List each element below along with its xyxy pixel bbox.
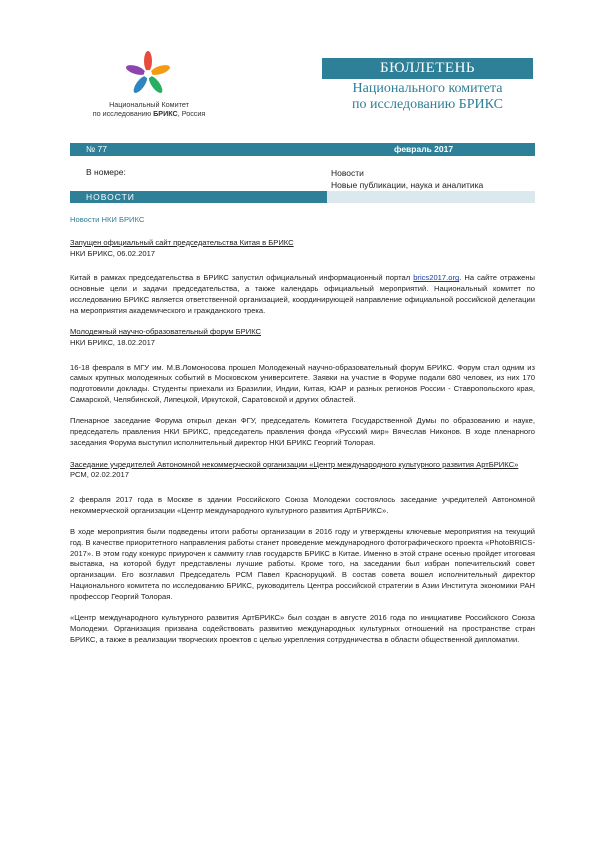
org-name-line2: по исследованию БРИКС, Россия <box>92 109 206 118</box>
article-meta: РСМ, 02.02.2017 <box>70 470 129 480</box>
brics-star-logo-icon <box>118 50 178 98</box>
org-name-line1: Национальный Комитет <box>109 100 189 109</box>
article-text: В ходе мероприятия были подведены итоги работы организации в 2016 году и утверждены ключевые мероприятия на текущий год. В качестве приоритетного направления работы станет проведение международного фотографического проекта «PhotoBRICS-2017». В этом году конкурс приурочен к саммиту глав государств БРИКС в Китае. Именно в этой стране осенью пройдет итоговая выставка, на которой будут представлены лучшие работы. Кроме того, на заседании был избран попечительский совет организации. Его возглавил Председатель РСМ Павел Красноруцкий. В состав совета вошел исполнительный директор Национального комитета по исследованию БРИКС, руководитель Центра российской стратегии в Азии Института экономики РАН профессор Георгий Толорая. <box>70 527 535 601</box>
articles <box>70 238 535 656</box>
contents-item-news[interactable]: Новости <box>331 168 364 178</box>
article-text: 16-18 февраля в МГУ им. М.В.Ломоносова прошел Молодежный научно-образовательный форум БРИКС. Форум стал одним из самых крупных молодежных событий в Московском университете. Заявки на участие в Форуме подали 680 человек, из них 170 подготовили доклады. Студенты приехали из Бразилии, Индии, Китая, ЮАР и разных регионов России - Ставропольского края, Самарской, Челябинской, Липецкой, Иркутской, Саратовской и других областей. <box>70 362 535 404</box>
news-bar-extension <box>327 191 535 203</box>
article-meta: НКИ БРИКС, 18.02.2017 <box>70 337 156 347</box>
organization-name <box>74 100 224 118</box>
bulletin-subtitle <box>322 81 533 113</box>
issue-bar <box>70 143 535 156</box>
portal-link[interactable]: brics2017.org <box>413 273 460 283</box>
issue-date: февраль 2017 <box>394 144 454 154</box>
article-china-website <box>70 238 535 316</box>
news-section-bar <box>70 191 327 203</box>
article-text: 2 февраля 2017 года в Москве в здании Российского Союза Молодежи состоялось заседание учредителей Автономной некоммерческой организации «Центр международного культурного развития АртБРИКС». <box>70 494 535 515</box>
article-meta: НКИ БРИКС, 06.02.2017 <box>70 248 156 258</box>
article-text: Пленарное заседание Форума открыл декан ФГУ, председатель Комитета Государственной Думы по образованию и науке, председатель правления НКИ БРИКС, председатель правления фонда «Русский мир» Вячеслав Никонов. В ходе пленарного заседания Форума выступил исполнительный директор НКИ БРИКС Георгий Толорая. <box>70 416 535 447</box>
contents-list <box>331 167 483 191</box>
contents-label: В номере: <box>86 167 126 177</box>
section-title: Новости НКИ БРИКС <box>70 215 145 224</box>
bulletin-title: БЮЛЛЕТЕНЬ <box>322 58 533 79</box>
article-headline[interactable]: Молодежный научно-образовательный форум БРИКС <box>70 327 262 337</box>
issue-number: № 77 <box>86 144 107 154</box>
article-headline[interactable]: Заседание учредителей Автономной некоммерческой организации «Центр международного культурного развития АртБРИКС» <box>70 459 519 469</box>
article-artbrics <box>70 460 535 646</box>
contents-item-publications[interactable]: Новые публикации, наука и аналитика <box>331 180 484 190</box>
article-text: «Центр международного культурного развития АртБРИКС» был создан в августе 2016 года по инициативе Российского Союза Молодежи. Организация призвана содействовать развитию международных культурных отношений на пространстве стран БРИКС, а также в реализации творческих проектов с целью укрепления сотрудничества в области общественной дипломатии. <box>70 613 535 644</box>
subtitle-line2: по исследованию БРИКС <box>352 97 503 112</box>
article-text: Китай в рамках председательства в БРИКС запустил официальный информационный портал brics2017.org. На сайте отражены основные цели и задачи председательства, а также календарь официальный мероприятий. Национальный комитет по исследованию БРИКС является ответственной организацией, координирующей направление официальной российской делегации на мероприятия академического и гражданского трека. <box>70 273 535 315</box>
article-headline[interactable]: Запущен официальный сайт председательства Китая в БРИКС <box>70 238 294 247</box>
subtitle-line1: Национального комитета <box>352 81 503 96</box>
article-youth-forum <box>70 327 535 448</box>
news-section-label: НОВОСТИ <box>86 192 135 202</box>
